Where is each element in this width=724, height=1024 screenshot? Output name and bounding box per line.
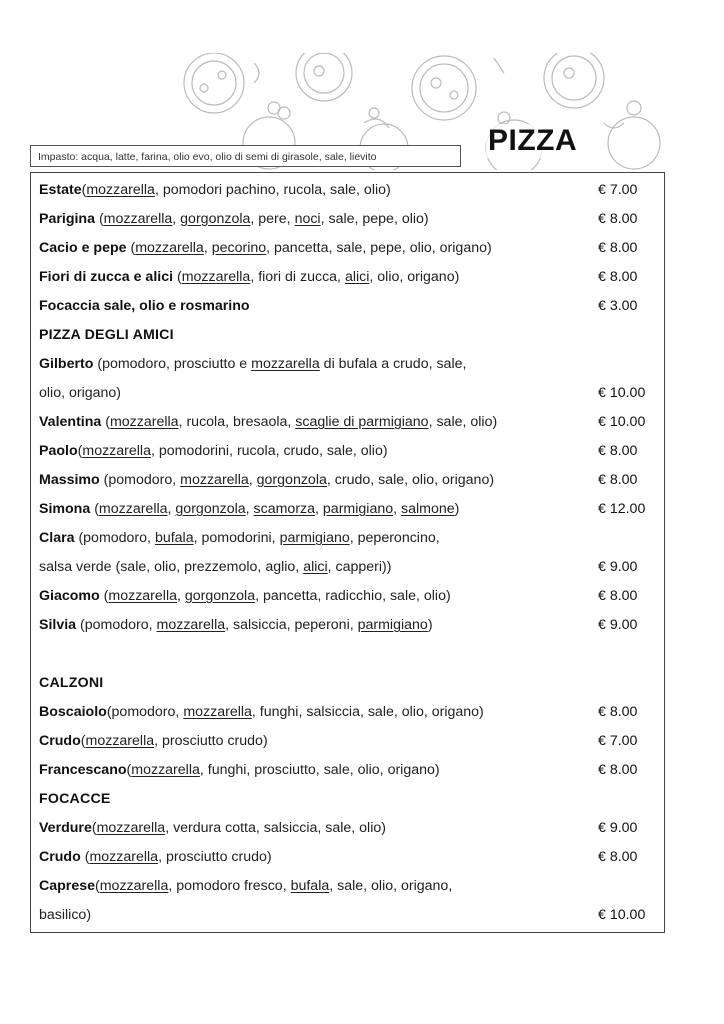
ingredient-underlined: gorgonzola (180, 211, 251, 227)
item-description: , olio, origano) (369, 269, 460, 285)
ingredient-underlined: mozzarella (85, 733, 155, 749)
item-description: ) (454, 501, 460, 517)
item-price: € 7.00 (598, 733, 638, 749)
item-name: Crudo (39, 733, 81, 749)
item-description: , (393, 501, 402, 517)
item-name: Estate (39, 182, 82, 198)
item-description: , (248, 472, 257, 488)
item-description: ) (427, 617, 433, 633)
item-description: (pomodoro, (106, 704, 184, 720)
menu-item-row (31, 176, 664, 205)
menu-item-row (31, 756, 664, 785)
item-description: (pomodoro, (103, 472, 181, 488)
ingredient-underlined: mozzarella (82, 443, 151, 459)
menu-item-row (31, 466, 664, 495)
item-name: Crudo (39, 849, 85, 865)
menu-item-row (31, 495, 664, 524)
ingredient-underlined: mozzarella (99, 878, 169, 894)
item-name: Clara (39, 530, 79, 546)
item-price: € 8.00 (598, 240, 638, 256)
item-description: ( (94, 501, 99, 517)
ingredient-underlined: parmigiano (322, 501, 394, 517)
ingredient-underlined: mozzarella (109, 414, 179, 430)
item-description: olio, origano) (39, 385, 122, 401)
ingredient-underlined: mozzarella (96, 820, 166, 836)
item-description: , pomodorini, rucola, crudo, sale, olio) (150, 443, 388, 459)
section-heading-text: PIZZA DEGLI AMICI (39, 327, 174, 343)
page-title: PIZZA (488, 124, 578, 157)
ingredient-underlined: salmone (401, 501, 455, 517)
ingredient-underlined: mozzarella (86, 182, 155, 198)
ingredient-underlined: mozzarella (135, 240, 204, 256)
ingredient-underlined: scaglie di parmigiano (295, 414, 429, 430)
menu-item-row (31, 263, 664, 292)
section-heading (31, 669, 664, 698)
item-price: € 10.00 (598, 907, 646, 923)
ingredient-underlined: mozzarella (183, 704, 252, 720)
item-price: € 12.00 (598, 501, 646, 517)
menu-item-row (31, 524, 664, 553)
item-description: ( (103, 588, 109, 604)
item-price: € 7.00 (598, 182, 638, 198)
item-price: € 3.00 (598, 298, 638, 314)
menu-item-row (31, 234, 664, 263)
ingredient-underlined: parmigiano (357, 617, 428, 633)
ingredient-underlined: mozzarella (98, 501, 168, 517)
item-name: Verdure (39, 820, 92, 836)
item-description: ( (176, 269, 182, 285)
item-description: ( (80, 733, 86, 749)
ingredient-underlined: bufala (290, 878, 330, 894)
ingredient-underlined: noci (294, 211, 321, 227)
ingredient-underlined: gorgonzola (175, 501, 246, 517)
item-name: Paolo (39, 443, 78, 459)
item-price: € 8.00 (598, 849, 638, 865)
item-name: Valentina (39, 414, 106, 430)
item-name: Parigina (39, 211, 99, 227)
item-name: Silvia (39, 617, 81, 633)
item-price: € 10.00 (598, 414, 646, 430)
ingredient-underlined: mozzarella (108, 588, 177, 604)
menu-item-row (31, 437, 664, 466)
item-description: , salsiccia, peperoni, (225, 617, 358, 633)
ingredient-underlined: gorgonzola (184, 588, 256, 604)
item-price: € 8.00 (598, 472, 638, 488)
item-price: € 10.00 (598, 385, 646, 401)
item-description: , pancetta, radicchio, sale, olio) (255, 588, 451, 604)
item-name: Francescano (39, 762, 127, 778)
item-description: (pomodoro, (78, 530, 155, 546)
item-price: € 8.00 (598, 211, 638, 227)
item-description: , crudo, sale, olio, origano) (326, 472, 495, 488)
item-description: , pomodori pachino, rucola, sale, olio) (154, 182, 391, 198)
menu-item-row (31, 814, 664, 843)
item-description: ( (98, 211, 104, 227)
item-description: , rucola, bresaola, (178, 414, 296, 430)
item-description: , sale, olio) (428, 414, 498, 430)
item-description: di bufala a crudo, sale, (319, 356, 467, 372)
item-description: , peperoncino, (349, 530, 440, 546)
ingredient-underlined: mozzarella (180, 472, 249, 488)
item-name: Massimo (39, 472, 104, 488)
item-description: , pancetta, sale, pepe, olio, origano) (266, 240, 492, 256)
ingredient-underlined: alici (344, 269, 370, 285)
menu-item-row (31, 553, 664, 582)
item-name: Fiori di zucca e alici (39, 269, 177, 285)
item-name: Simona (39, 501, 95, 517)
ingredient-underlined: pecorino (211, 240, 267, 256)
menu-list (30, 172, 665, 933)
menu-item-row (31, 698, 664, 727)
item-description: (pomodoro, prosciutto e (97, 356, 252, 372)
item-price: € 8.00 (598, 269, 638, 285)
item-price: € 8.00 (598, 704, 638, 720)
item-description: , (172, 211, 181, 227)
menu-item-row (31, 611, 664, 640)
item-price: € 8.00 (598, 588, 638, 604)
dough-ingredients-note: Impasto: acqua, latte, farina, olio evo, olio di semi di girasole, sale, lievito (30, 145, 461, 167)
section-heading-text: FOCACCE (39, 791, 111, 807)
item-description: , funghi, salsiccia, sale, olio, origano) (251, 704, 484, 720)
item-price: € 9.00 (598, 820, 638, 836)
item-description: , sale, pepe, olio) (320, 211, 429, 227)
menu-item-row (31, 205, 664, 234)
item-description: , funghi, prosciutto, sale, olio, origano) (199, 762, 440, 778)
section-heading (31, 785, 664, 814)
item-description: , pere, (250, 211, 295, 227)
ingredient-underlined: bufala (154, 530, 194, 546)
spacer (31, 640, 664, 669)
item-name: Gilberto (39, 356, 98, 372)
item-price: € 9.00 (598, 617, 638, 633)
item-description: ( (77, 443, 83, 459)
item-price: € 8.00 (598, 443, 638, 459)
item-description: ( (91, 820, 97, 836)
ingredient-underlined: alici (303, 559, 328, 575)
item-description: , prosciutto crudo) (154, 733, 268, 749)
item-description: , (177, 588, 185, 604)
menu-item-row (31, 408, 664, 437)
ingredient-underlined: mozzarella (251, 356, 320, 372)
menu-item-row (31, 379, 664, 408)
item-description: ( (105, 414, 110, 430)
item-name: Caprese (39, 878, 95, 894)
item-description: ( (81, 182, 87, 198)
menu-item-row (31, 872, 664, 901)
item-description: basilico) (39, 907, 92, 923)
menu-item-row (31, 582, 664, 611)
menu-item-row (31, 350, 664, 379)
section-heading-text: CALZONI (39, 675, 104, 691)
ingredient-underlined: scamorza (253, 501, 316, 517)
item-description: , (203, 240, 212, 256)
item-description: , (245, 501, 254, 517)
item-description: salsa verde (sale, olio, prezzemolo, aglio, (39, 559, 304, 575)
item-description: , sale, olio, origano, (329, 878, 453, 894)
item-description: ( (126, 762, 132, 778)
ingredient-underlined: parmigiano (279, 530, 350, 546)
menu-item-row (31, 843, 664, 872)
ingredient-underlined: mozzarella (89, 849, 159, 865)
item-price: € 9.00 (598, 559, 638, 575)
item-name: Focaccia sale, olio e rosmarino (39, 298, 250, 314)
menu-item-row (31, 727, 664, 756)
item-description: , pomodorini, (193, 530, 280, 546)
menu-item-row (31, 901, 664, 930)
menu-item-row (31, 292, 664, 321)
item-price: € 8.00 (598, 762, 638, 778)
item-description: , verdura cotta, salsiccia, sale, olio) (165, 820, 386, 836)
ingredient-underlined: mozzarella (156, 617, 226, 633)
item-description: , pomodoro fresco, (168, 878, 291, 894)
item-description: , (315, 501, 323, 517)
item-name: Giacomo (39, 588, 104, 604)
ingredient-underlined: gorgonzola (256, 472, 327, 488)
item-name: Boscaiolo (39, 704, 107, 720)
ingredient-underlined: mozzarella (103, 211, 173, 227)
item-description: , fiori di zucca, (250, 269, 345, 285)
item-description: , capperi)) (327, 559, 392, 575)
section-heading (31, 321, 664, 350)
ingredient-underlined: mozzarella (181, 269, 251, 285)
item-description: ( (130, 240, 136, 256)
item-description: ( (95, 878, 100, 894)
item-description: , (167, 501, 176, 517)
item-description: (pomodoro, (80, 617, 157, 633)
item-name: Cacio e pepe (39, 240, 131, 256)
ingredient-underlined: mozzarella (131, 762, 200, 778)
item-description: , prosciutto crudo) (158, 849, 272, 865)
item-description: ( (84, 849, 90, 865)
